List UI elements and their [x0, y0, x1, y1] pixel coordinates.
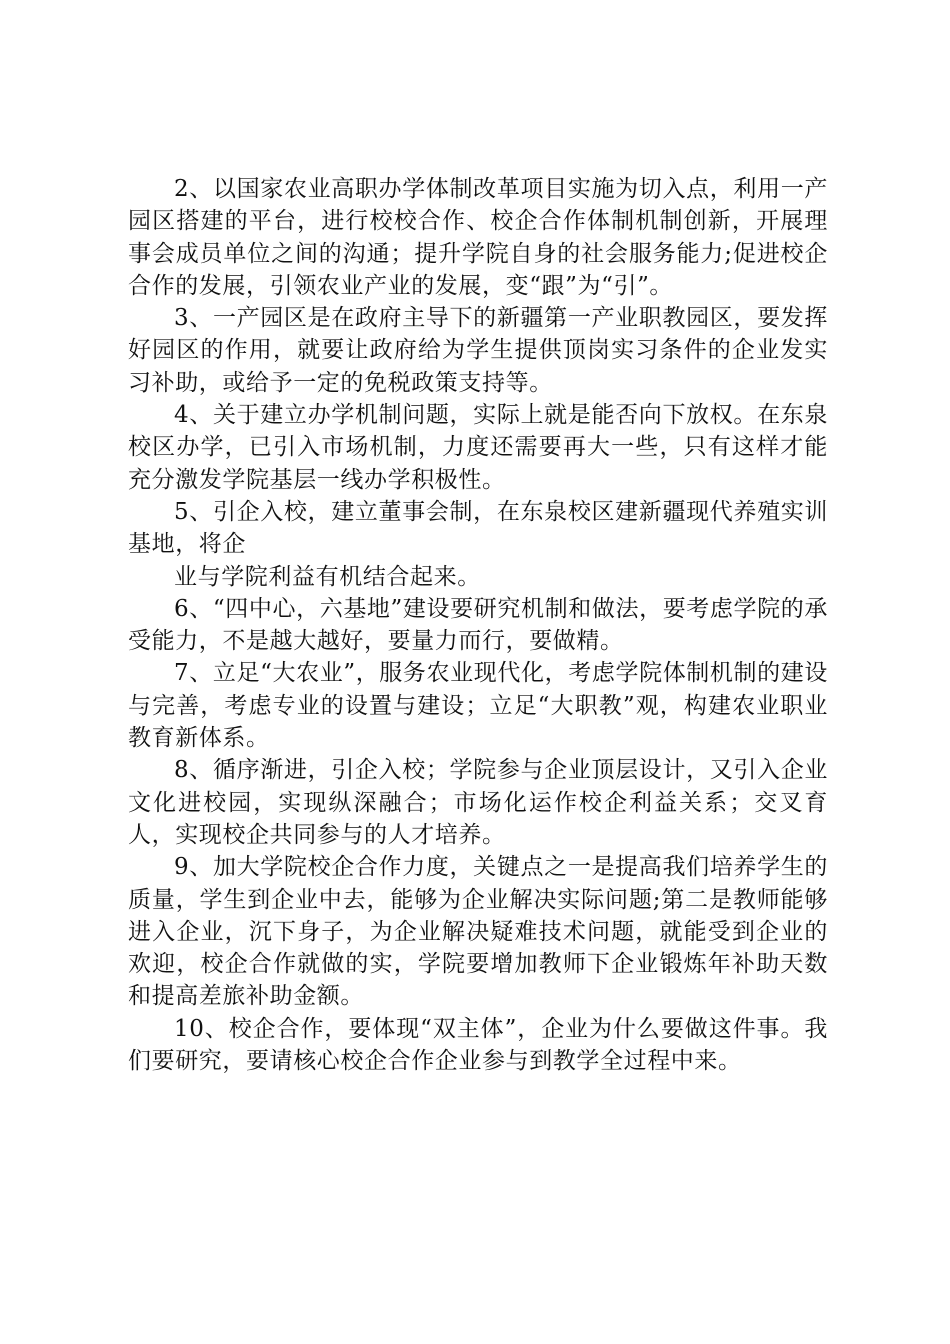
paragraph-8: 8、循序渐进，引企入校；学院参与企业顶层设计，又引入企业文化进校园，实现纵深融合；市场化运作校企利益关系；交叉育人，实现校企共同参与的人才培养。: [128, 757, 828, 848]
paragraph-3: 3、一产园区是在政府主导下的新疆第一产业职教园区，要发挥好园区的作用，就要让政府给为学生提供顶岗实习条件的企业发实习补助，或给予一定的免税政策支持等。: [128, 305, 828, 396]
paragraph-5-continued: 业与学院利益有机结合起来。: [174, 563, 481, 590]
paragraph-4: 4、关于建立办学机制问题，实际上就是能否向下放权。在东泉校区办学，已引入市场机制，力度还需要再大一些，只有这样才能充分激发学院基层一线办学积极性。: [128, 402, 828, 493]
paragraph-5: 5、引企入校，建立董事会制，在东泉校区建新疆现代养殖实训基地，将企: [128, 498, 828, 558]
document-body: [128, 173, 828, 1077]
paragraph-6: 6、“四中心，六基地”建设要研究机制和做法，要考虑学院的承受能力，不是越大越好，要量力而行，要做精。: [128, 595, 828, 655]
paragraph-7: 7、立足“大农业”，服务农业现代化，考虑学院体制机制的建设与完善，考虑专业的设置与建设；立足“大职教”观，构建农业职业教育新体系。: [128, 660, 828, 752]
paragraph-9: 9、加大学院校企合作力度，关键点之一是提高我们培养学生的质量，学生到企业中去，能够为企业解决实际问题;第二是教师能够进入企业，沉下身子，为企业解决疑难技术问题，就能受到企业的欢迎，校企合作就做的实，学院要增加教师下企业锻炼年补助天数和提高差旅补助金额。: [128, 854, 828, 1010]
paragraph-10: 10、校企合作，要体现“双主体”，企业为什么要做这件事。我们要研究，要请核心校企合作企业参与到教学全过程中来。: [128, 1015, 828, 1075]
paragraph-2: 2、以国家农业高职办学体制改革项目实施为切入点，利用一产园区搭建的平台，进行校校合作、校企合作体制机制创新，开展理事会成员单位之间的沟通；提升学院自身的社会服务能力;促进校企合作的发展，引领农业产业的发展，变“跟”为“引”。: [128, 176, 828, 299]
